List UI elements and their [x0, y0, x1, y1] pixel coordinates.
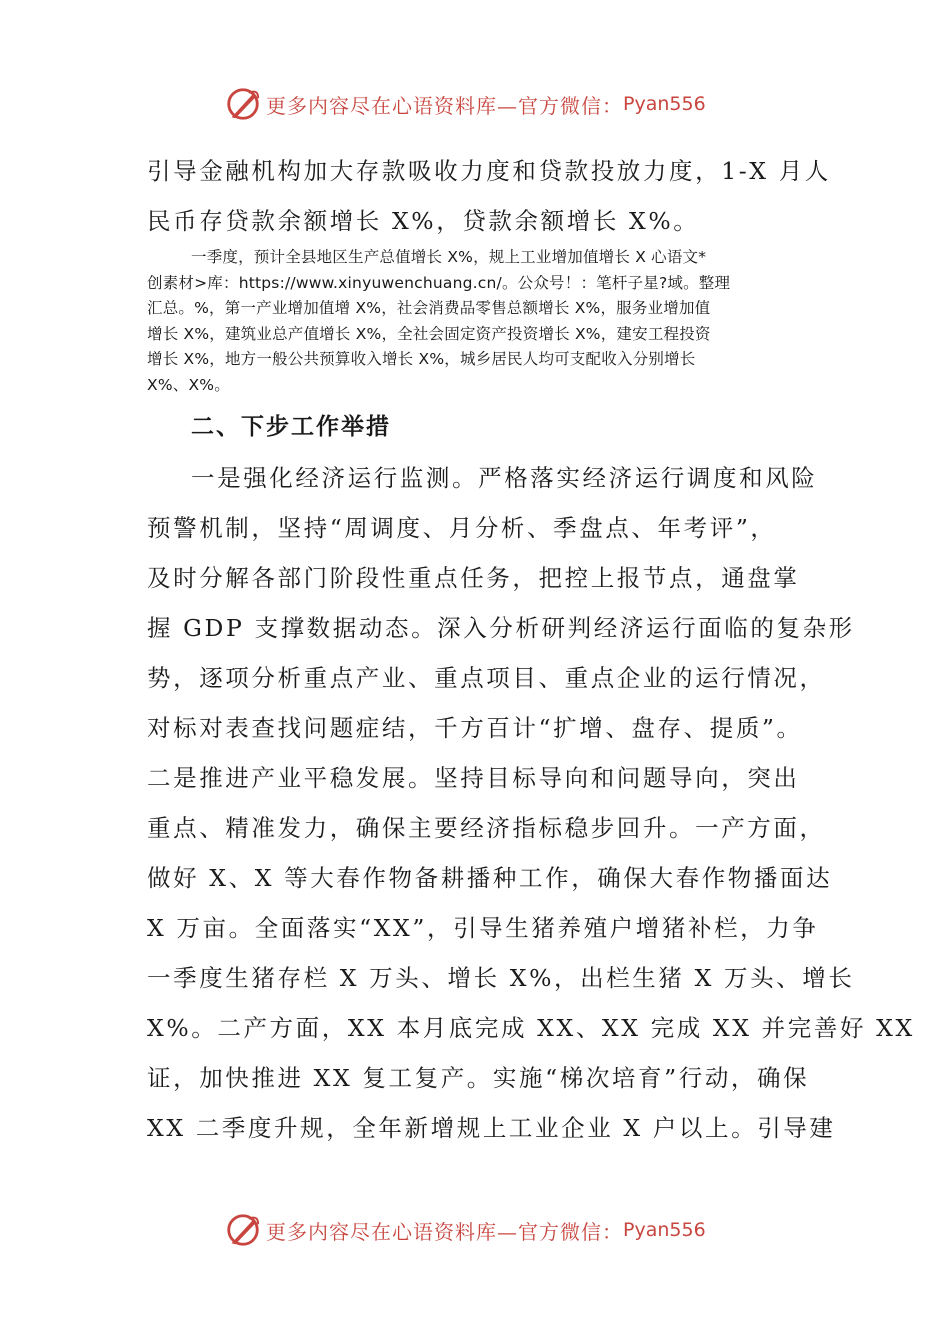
text-line: 增长 X%，建筑业总产值增长 X%，全社会固定资产投资增长 X%，建安工程投资 — [147, 324, 711, 343]
text-line: X%、X%。 — [147, 375, 230, 394]
text-line: 创素材>库：https://www.xinyuwenchuang.cn/。公众号！：笔杆子星?域。整理 — [147, 273, 731, 292]
text-line: 增长 X%，地方一般公共预算收入增长 X%，城乡居民人均可支配收入分别增长 — [147, 350, 696, 368]
text-line: XX 二季度升规，全年新增规上工业企业 X 户以上。引导建 — [147, 1114, 836, 1142]
intro-paragraph — [147, 146, 831, 246]
banner-text: 更多内容尽在心语资料库—官方微信： — [266, 1219, 623, 1244]
text-line: 民币存贷款余额增长 X%，贷款余额增长 X%。 — [147, 207, 700, 235]
text-line: 握 GDP 支撑数据动态。深入分析研判经济运行面临的复杂形 — [147, 614, 855, 642]
text-line: 预警机制，坚持“周调度、月分析、季盘点、年考评”， — [147, 514, 777, 542]
text-line: 做好 X、X 等大春作物备耕播种工作，确保大春作物播面达 — [147, 864, 833, 892]
page-heading: 二、下步工作举措 — [191, 413, 391, 440]
text-line: 二是推进产业平稳发展。坚持目标导向和问题导向，突出 — [147, 764, 800, 792]
text-line: X 万亩。全面落实“XX”，引导生猪养殖户增猪补栏，力争 — [147, 914, 819, 942]
text-line: 引导金融机构加大存款吸收力度和贷款投放力度，1-X 月人 — [147, 157, 831, 185]
body-paragraph — [147, 453, 915, 1153]
text-line: 对标对表查找问题症结，千方百计“扩增、盘存、提质”。 — [147, 714, 803, 742]
footer-banner — [224, 1210, 706, 1250]
banner-wechat-id: Pyan556 — [623, 1219, 706, 1241]
text-line: 及时分解各部门阶段性重点任务，把控上报节点，通盘掌 — [147, 564, 800, 592]
text-line: X%。二产方面，XX 本月底完成 XX、XX 完成 XX 并完善好 XX — [147, 1014, 915, 1042]
text-line: 一是强化经济运行监测。严格落实经济运行调度和风险 — [191, 464, 818, 492]
summary-paragraph — [147, 245, 807, 398]
quill-logo-icon — [224, 85, 262, 123]
text-line: 证，加快推进 XX 复工复产。实施“梯次培育”行动，确保 — [147, 1064, 810, 1092]
text-line: 一季度，预计全县地区生产总值增长 X%，规上工业增加值增长 X 心语文* — [191, 248, 707, 266]
text-line: 一季度生猪存栏 X 万头、增长 X%，出栏生猪 X 万头、增长 — [147, 964, 855, 992]
text-line: 势，逐项分析重点产业、重点项目、重点企业的运行情况， — [147, 664, 826, 692]
text-line: 汇总。%，第一产业增加值增 X%，社会消费品零售总额增长 X%，服务业增加值 — [147, 299, 711, 317]
quill-logo-icon — [224, 1211, 262, 1249]
text-line: 重点、精准发力，确保主要经济指标稳步回升。一产方面， — [147, 814, 826, 842]
section-heading — [147, 408, 807, 441]
banner-wechat-id: Pyan556 — [623, 93, 706, 115]
banner-text: 更多内容尽在心语资料库—官方微信： — [266, 93, 623, 118]
header-banner — [224, 84, 706, 124]
